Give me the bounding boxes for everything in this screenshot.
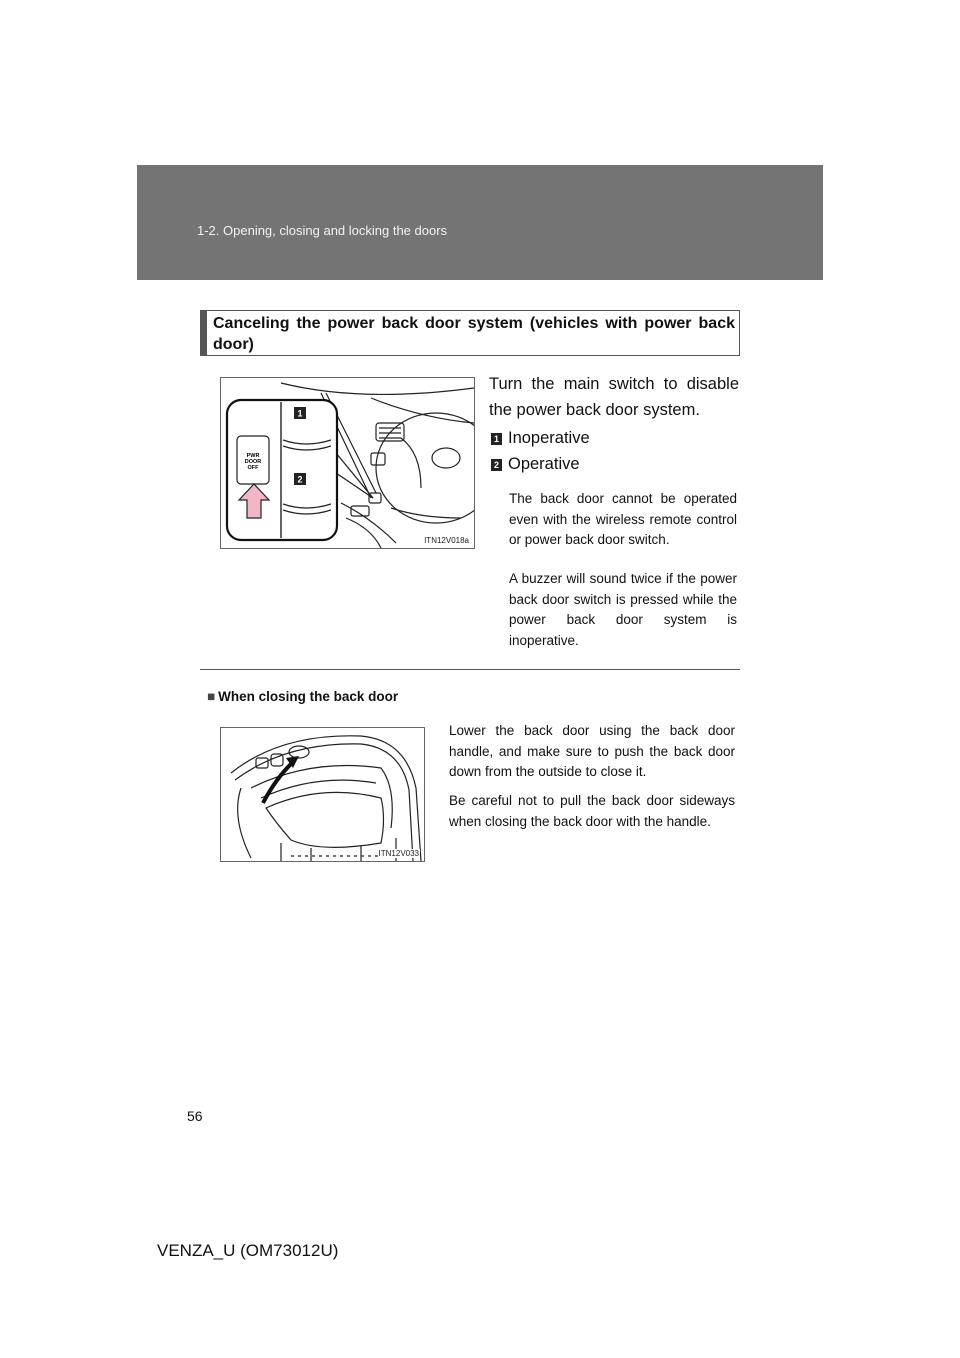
closing-paragraph-2: Be careful not to pull the back door sideways when closing the back door with the handle. (449, 793, 735, 829)
switch-label-line1: PWR (246, 453, 260, 459)
section-heading-box (200, 310, 740, 356)
note-buzzer: A buzzer will sound twice if the power back door switch is pressed while the power back door system is inoperative. (509, 571, 737, 648)
dashboard-drawing (221, 378, 474, 548)
back-door-illustration (220, 727, 425, 862)
square-bullet-icon: ■ (207, 689, 216, 704)
number-badge-icon: 2 (491, 459, 502, 471)
item-label: Inoperative (508, 429, 590, 447)
chapter-header (137, 165, 823, 280)
switch-label-line3: OFF (247, 465, 259, 471)
note-wireless: The back door cannot be operated even with the wireless remote control or power back door switch. (509, 491, 737, 547)
svg-text:2: 2 (297, 474, 303, 485)
chapter-title: 1-2. Opening, closing and locking the doors (197, 223, 448, 238)
svg-text:1: 1 (297, 408, 303, 419)
section-heading-bar (201, 311, 207, 355)
item-label: Operative (508, 455, 580, 473)
intro-text: Turn the main switch to disable the power back door system. (489, 375, 739, 419)
figure-code: ITN12V018a (424, 536, 469, 545)
number-badge-icon: 1 (491, 433, 502, 445)
closing-heading-text: When closing the back door (218, 689, 399, 704)
closing-paragraph-1: Lower the back door using the back door handle, and make sure to push the back door down from the outside to close it. (449, 723, 735, 779)
back-door-drawing (221, 728, 424, 861)
figure-code: ITN12V033 (378, 849, 419, 858)
closing-heading (207, 689, 398, 704)
footer-model-code: VENZA_U (OM73012U) (157, 1241, 339, 1260)
switch-label-line2: DOOR (244, 459, 262, 465)
section-title: Canceling the power back door system (vehicles with power back door) (213, 315, 735, 353)
item-operative (491, 453, 580, 475)
main-switch-illustration (220, 377, 475, 549)
page-number: 56 (187, 1108, 203, 1124)
section-divider (200, 669, 740, 670)
item-inoperative (491, 427, 590, 449)
